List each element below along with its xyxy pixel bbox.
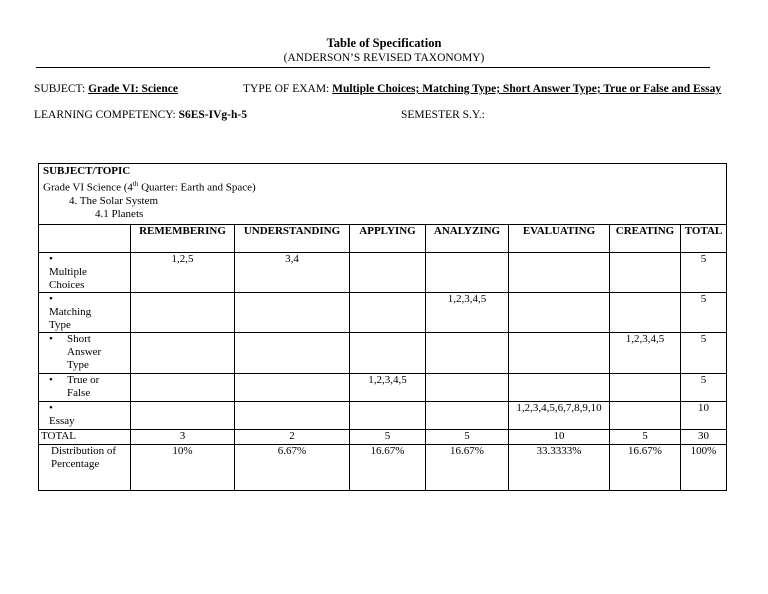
row-label: •Essay bbox=[39, 402, 131, 430]
table-row bbox=[39, 293, 727, 333]
table-cell bbox=[509, 374, 610, 402]
table-cell bbox=[131, 374, 235, 402]
distribution-cell: 33.3333% bbox=[509, 445, 610, 491]
distribution-row bbox=[39, 445, 727, 491]
header-understanding: UNDERSTANDING bbox=[235, 225, 350, 253]
table-cell bbox=[610, 374, 681, 402]
header-empty-cell bbox=[39, 225, 131, 253]
table-cell bbox=[509, 333, 610, 374]
table-cell: 5 bbox=[681, 374, 727, 402]
table-cell: 10 bbox=[681, 402, 727, 430]
table-cell bbox=[509, 253, 610, 293]
subject-value: Grade VI: Science bbox=[88, 83, 178, 95]
header-applying: APPLYING bbox=[350, 225, 426, 253]
table-row bbox=[39, 333, 727, 374]
row-label: • Short Answer Type bbox=[39, 333, 131, 374]
row-label: •Multiple Choices bbox=[39, 253, 131, 293]
total-cell: 30 bbox=[681, 430, 727, 445]
table-cell bbox=[426, 402, 509, 430]
table-row bbox=[39, 374, 727, 402]
distribution-cell: 16.67% bbox=[350, 445, 426, 491]
document-title: Table of Specification bbox=[326, 36, 442, 50]
table-cell bbox=[235, 374, 350, 402]
distribution-cell: 10% bbox=[131, 445, 235, 491]
table-cell bbox=[350, 333, 426, 374]
table-cell bbox=[131, 293, 235, 333]
table-cell bbox=[350, 402, 426, 430]
row-label: •Matching Type bbox=[39, 293, 131, 333]
total-label: TOTAL bbox=[39, 430, 131, 445]
header-evaluating: EVALUATING bbox=[509, 225, 610, 253]
competency-value: S6ES-IVg-h-5 bbox=[178, 109, 247, 121]
specification-table bbox=[38, 163, 727, 491]
table-cell: 1,2,3,4,5 bbox=[426, 293, 509, 333]
exam-type-line bbox=[243, 83, 721, 95]
competency-line bbox=[34, 109, 247, 121]
topic-line-unit: 4. The Solar System bbox=[69, 194, 159, 207]
competency-label: LEARNING COMPETENCY: bbox=[34, 109, 179, 121]
table-cell bbox=[131, 333, 235, 374]
total-cell: 2 bbox=[235, 430, 350, 445]
table-cell bbox=[235, 333, 350, 374]
exam-type-value: Multiple Choices; Matching Type; Short Answer Type; True or False and Essay bbox=[332, 83, 722, 95]
table-cell bbox=[235, 293, 350, 333]
row-label: • True or False bbox=[39, 374, 131, 402]
table-cell bbox=[235, 402, 350, 430]
distribution-cell: 6.67% bbox=[235, 445, 350, 491]
table-cell bbox=[350, 253, 426, 293]
distribution-cell: 100% bbox=[681, 445, 727, 491]
table-row bbox=[39, 402, 727, 430]
table-cell: 1,2,3,4,5,6,7,8,9,10 bbox=[509, 402, 610, 430]
table-cell: 3,4 bbox=[235, 253, 350, 293]
header-analyzing: ANALYZING bbox=[426, 225, 509, 253]
total-cell: 5 bbox=[350, 430, 426, 445]
topic-cell bbox=[39, 164, 727, 225]
total-cell: 5 bbox=[610, 430, 681, 445]
topic-line-lesson: 4.1 Planets bbox=[95, 207, 144, 220]
header-remembering: REMEMBERING bbox=[131, 225, 235, 253]
total-cell: 3 bbox=[131, 430, 235, 445]
table-cell bbox=[610, 293, 681, 333]
topic-line-course: Grade VI Science (4th Quarter: Earth and Space) bbox=[43, 180, 256, 194]
table-cell: 5 bbox=[681, 253, 727, 293]
header-row bbox=[39, 225, 727, 253]
subject-line bbox=[34, 83, 178, 95]
table-cell bbox=[509, 293, 610, 333]
table-cell: 1,2,5 bbox=[131, 253, 235, 293]
semester-label: SEMESTER S.Y.: bbox=[401, 109, 485, 121]
header-total: TOTAL bbox=[681, 225, 727, 253]
table-cell: 5 bbox=[681, 333, 727, 374]
topic-row bbox=[39, 164, 727, 225]
total-row bbox=[39, 430, 727, 445]
table-cell: 1,2,3,4,5 bbox=[350, 374, 426, 402]
table-cell bbox=[350, 293, 426, 333]
header-creating: CREATING bbox=[610, 225, 681, 253]
total-cell: 10 bbox=[509, 430, 610, 445]
exam-type-label: TYPE OF EXAM: bbox=[243, 83, 333, 95]
table-cell bbox=[610, 253, 681, 293]
table-cell bbox=[426, 374, 509, 402]
topic-heading: SUBJECT/TOPIC bbox=[43, 165, 131, 177]
table-cell bbox=[131, 402, 235, 430]
document-subtitle: (ANDERSON’S REVISED TAXONOMY) bbox=[283, 52, 485, 64]
table-cell bbox=[610, 402, 681, 430]
table-cell bbox=[426, 333, 509, 374]
total-cell: 5 bbox=[426, 430, 509, 445]
table-cell: 5 bbox=[681, 293, 727, 333]
subject-label: SUBJECT: bbox=[34, 83, 89, 95]
title-divider bbox=[36, 67, 710, 68]
table-row bbox=[39, 253, 727, 293]
distribution-cell: 16.67% bbox=[426, 445, 509, 491]
distribution-cell: 16.67% bbox=[610, 445, 681, 491]
table-cell: 1,2,3,4,5 bbox=[610, 333, 681, 374]
table-cell bbox=[426, 253, 509, 293]
distribution-label: Distribution of Percentage bbox=[39, 445, 131, 491]
